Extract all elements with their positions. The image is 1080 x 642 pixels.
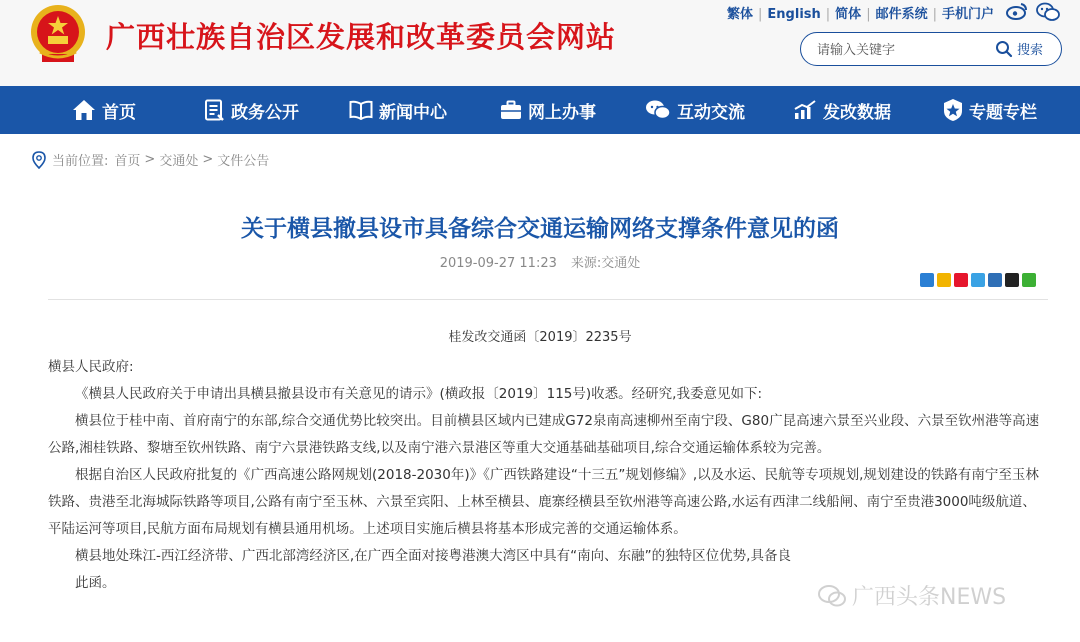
share-renren-icon[interactable] <box>988 273 1002 287</box>
main-nav <box>0 86 1080 134</box>
briefcase-icon <box>500 100 522 120</box>
nav-item-government-affairs[interactable]: 政务公开 <box>203 86 299 134</box>
nav-item-data[interactable]: 发改数据 <box>793 86 891 134</box>
breadcrumb-transport-dept[interactable]: 交通处 <box>159 154 199 169</box>
article-source-label: 来源: <box>570 256 602 271</box>
wechat-watermark-icon <box>818 584 846 608</box>
paragraph: 此函。 <box>75 575 116 591</box>
top-link-mail[interactable]: 邮件系统 <box>875 7 928 22</box>
article-title: 关于横县撤县设市具备综合交通运输网络支撑条件意见的函 <box>241 216 839 242</box>
top-link-mobile[interactable]: 手机门户 <box>941 7 994 22</box>
document-icon <box>203 99 225 121</box>
top-links: 繁体 | English | 简体 | 邮件系统 | 手机门户 <box>727 7 994 22</box>
location-pin-icon <box>32 151 46 169</box>
national-emblem-icon <box>26 2 90 66</box>
share-more-icon[interactable] <box>920 273 934 287</box>
watermark-text: 广西头条NEWS <box>852 585 1007 610</box>
share-wechat-icon[interactable] <box>1022 273 1036 287</box>
share-qq-icon[interactable] <box>1005 273 1019 287</box>
nav-item-home[interactable]: 首页 <box>72 86 136 134</box>
nav-item-interaction[interactable]: 互动交流 <box>645 86 745 134</box>
search-button[interactable] <box>995 39 1043 58</box>
top-link-traditional[interactable]: 繁体 <box>727 7 754 22</box>
star-badge-icon <box>943 98 963 122</box>
document-number: 桂发改交通函〔2019〕2235号 <box>448 330 632 345</box>
article-meta <box>0 252 1080 271</box>
top-link-english[interactable]: English <box>767 7 821 22</box>
search-icon <box>995 40 1013 58</box>
paragraph: 横县位于桂中南、首府南宁的东部,综合交通优势比较突出。目前横县区域内已建成G72泉南高速柳州至南宁段、G80广昆高速六景至兴业段、六景至钦州港等高速公路,湘桂铁路、黎塘至钦州铁路、南宁六景港铁路支线,以及南宁港六景港区等重大交通基础基础项目,综合交通运输体系较为完善。 <box>48 413 1040 456</box>
search-button-label: 搜索 <box>1016 43 1043 58</box>
weibo-icon[interactable] <box>1006 2 1028 20</box>
article-body <box>48 354 1048 597</box>
book-icon <box>349 100 373 120</box>
article-source: 交通处 <box>601 256 641 271</box>
site-header <box>0 0 1080 86</box>
chat-icon <box>645 99 671 121</box>
salutation: 横县人民政府: <box>48 359 134 375</box>
paragraph: 根据自治区人民政府批复的《广西高速公路网规划(2018-2030年)》《广西铁路建设“十三五”规划修编》,以及水运、民航等专项规划,规划建设的铁路有南宁至玉林铁路、贵港至北海城际铁路等项目,公路有南宁至玉林、六景至宾阳、上林至横县、鹿寨经横县至钦州港等高速公路,水运有西津二线船闸、南宁至贵港3000吨级航道、平陆运河等项目,民航方面布局规划有横县通用机场。上述项目实施后横县将基本形成完善的交通运输体系。 <box>48 467 1039 537</box>
share-weibo-icon[interactable] <box>954 273 968 287</box>
paragraph: 横县地处珠江-西江经济带、广西北部湾经济区,在广西全面对接粤港澳大湾区中具有“南向、东融”的独特区位优势,具备良 <box>75 548 791 564</box>
nav-item-news-center[interactable]: 新闻中心 <box>349 86 447 134</box>
search-input[interactable] <box>815 38 979 62</box>
share-qzone-icon[interactable] <box>937 273 951 287</box>
nav-item-online-services[interactable]: 网上办事 <box>500 86 596 134</box>
breadcrumb-prefix: 当前位置: <box>52 154 109 169</box>
article-date: 2019-09-27 11:23 <box>439 256 557 271</box>
home-icon <box>72 99 96 121</box>
watermark <box>818 580 1006 611</box>
top-link-simplified[interactable]: 简体 <box>835 7 862 22</box>
nav-item-special-topics[interactable]: 专题专栏 <box>943 86 1037 134</box>
breadcrumb-announcements[interactable]: 文件公告 <box>217 154 270 169</box>
share-tencent-icon[interactable] <box>971 273 985 287</box>
chart-icon <box>793 100 817 120</box>
site-title: 广西壮族自治区发展和改革委员会网站 <box>106 20 617 54</box>
breadcrumb-separator: > <box>144 152 156 167</box>
share-bar <box>920 273 1036 287</box>
breadcrumb-separator: > <box>202 152 214 167</box>
breadcrumb <box>32 150 269 169</box>
breadcrumb-home[interactable]: 首页 <box>114 154 141 169</box>
paragraph: 《横县人民政府关于申请出具横县撤县设市有关意见的请示》(横政报〔2019〕115号)收悉。经研究,我委意见如下: <box>75 386 762 402</box>
article-divider <box>48 299 1048 300</box>
social-links <box>1006 2 1060 22</box>
search-box <box>800 32 1062 66</box>
wechat-icon[interactable] <box>1036 2 1060 22</box>
